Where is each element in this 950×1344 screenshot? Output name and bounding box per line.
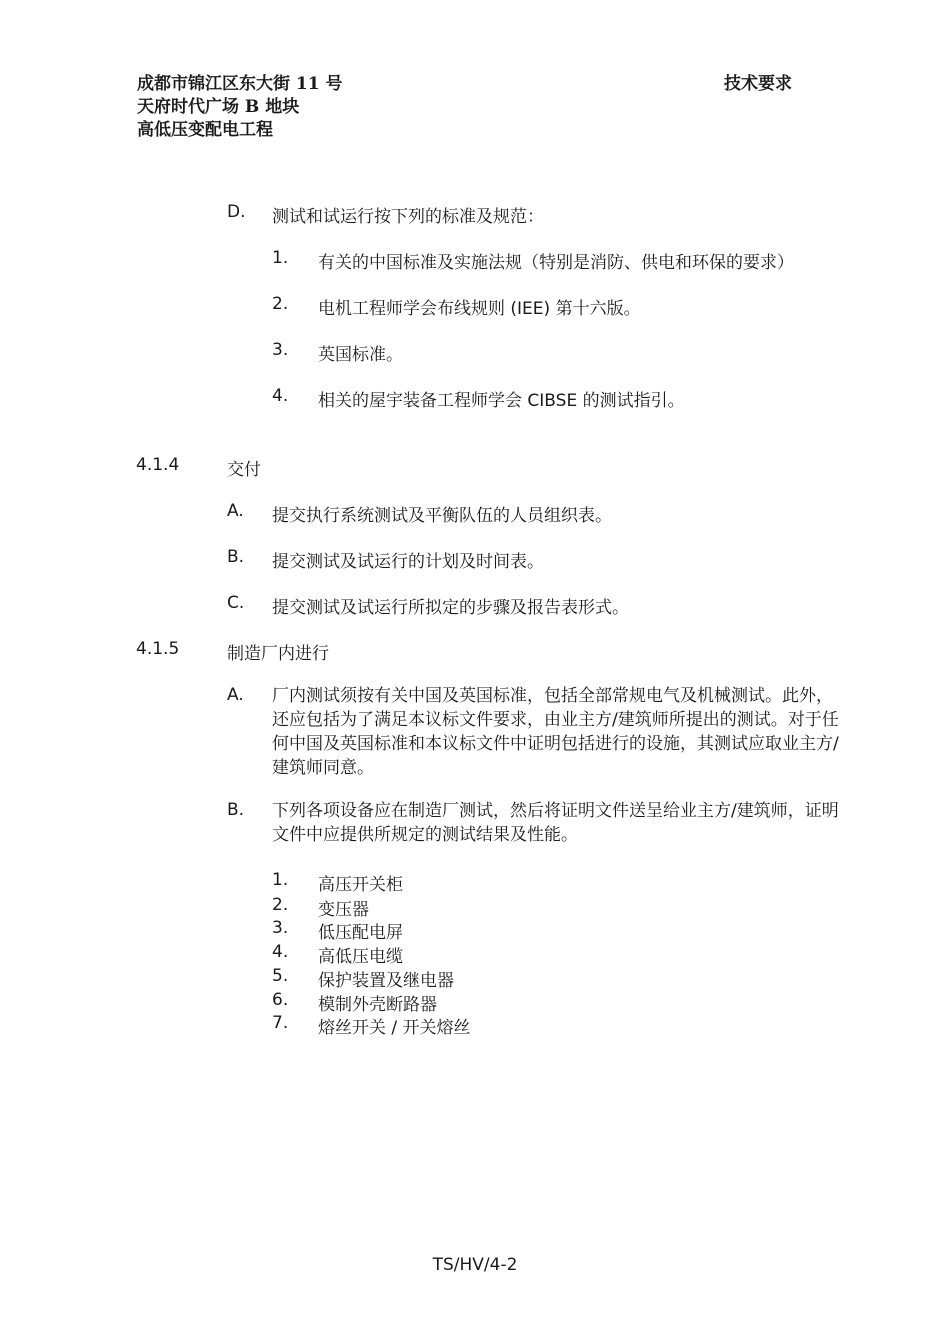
section-d-item-text: 有关的中国标准及实施法规（特别是消防、供电和环保的要求） <box>318 253 794 273</box>
equipment-item-text: 低压配电屏 <box>318 923 403 943</box>
equipment-item-num: 5. <box>272 966 289 986</box>
section-414-item-text: 提交测试及试运行的计划及时间表。 <box>272 552 544 572</box>
equipment-item-num: 7. <box>272 1013 289 1033</box>
section-d-item-num: 1. <box>272 248 289 268</box>
section-414-item-label: B. <box>227 547 245 567</box>
section-414-item-text: 提交执行系统测试及平衡队伍的人员组织表。 <box>272 506 612 526</box>
equipment-item-text: 变压器 <box>318 900 369 920</box>
header-address-line1: 成都市锦江区东大街 11 号 <box>137 74 343 94</box>
header-address-line3: 高低压变配电工程 <box>137 120 273 140</box>
equipment-item-num: 1. <box>272 870 289 890</box>
section-414-item-text: 提交测试及试运行所拟定的步骤及报告表形式。 <box>272 598 629 618</box>
equipment-item-text: 高压开关柜 <box>318 875 403 895</box>
section-d-item-text: 英国标准。 <box>318 345 403 365</box>
section-d-text: 测试和试运行按下列的标准及规范： <box>272 207 544 227</box>
section-415-item-b-label: B. <box>227 800 245 820</box>
section-415-title: 制造厂内进行 <box>227 644 329 664</box>
section-414-title: 交付 <box>227 460 261 480</box>
header-doc-type: 技术要求 <box>724 74 792 94</box>
section-d-item-text: 电机工程师学会布线规则 (IEE) 第十六版。 <box>318 299 641 319</box>
section-414-item-label: C. <box>227 593 245 613</box>
header-address-line2: 天府时代广场 B 地块 <box>137 97 300 117</box>
section-d-item-num: 4. <box>272 386 289 406</box>
section-414-number: 4.1.4 <box>136 455 180 475</box>
section-415-item-a-label: A. <box>227 685 244 705</box>
equipment-item-text: 保护装置及继电器 <box>318 971 454 991</box>
section-d-label: D. <box>227 202 246 222</box>
equipment-item-num: 4. <box>272 942 289 962</box>
equipment-item-num: 3. <box>272 918 289 938</box>
equipment-item-num: 6. <box>272 990 289 1010</box>
section-415-item-a-text: 厂内测试须按有关中国及英国标准，包括全部常规电气及机械测试。此外，还应包括为了满足本议标文件要求，由业主方/建筑师所提出的测试。对于任何中国及英国标准和本议标文件中证明包括进行的设施，其测试应取业主方/建筑师同意。 <box>272 686 839 778</box>
equipment-item-text: 模制外壳断路器 <box>318 995 437 1015</box>
section-d-item-num: 2. <box>272 294 289 314</box>
section-414-item-label: A. <box>227 501 244 521</box>
section-415-item-b-text: 下列各项设备应在制造厂测试，然后将证明文件送呈给业主方/建筑师，证明文件中应提供所规定的测试结果及性能。 <box>272 801 839 845</box>
section-d-item-text: 相关的屋宇装备工程师学会 CIBSE 的测试指引。 <box>318 391 685 411</box>
equipment-item-text: 高低压电缆 <box>318 947 403 967</box>
equipment-item-text: 熔丝开关 / 开关熔丝 <box>318 1018 471 1038</box>
section-415-number: 4.1.5 <box>136 639 180 659</box>
footer-page-code: TS/HV/4-2 <box>432 1255 518 1275</box>
equipment-item-num: 2. <box>272 895 289 915</box>
section-d-item-num: 3. <box>272 340 289 360</box>
